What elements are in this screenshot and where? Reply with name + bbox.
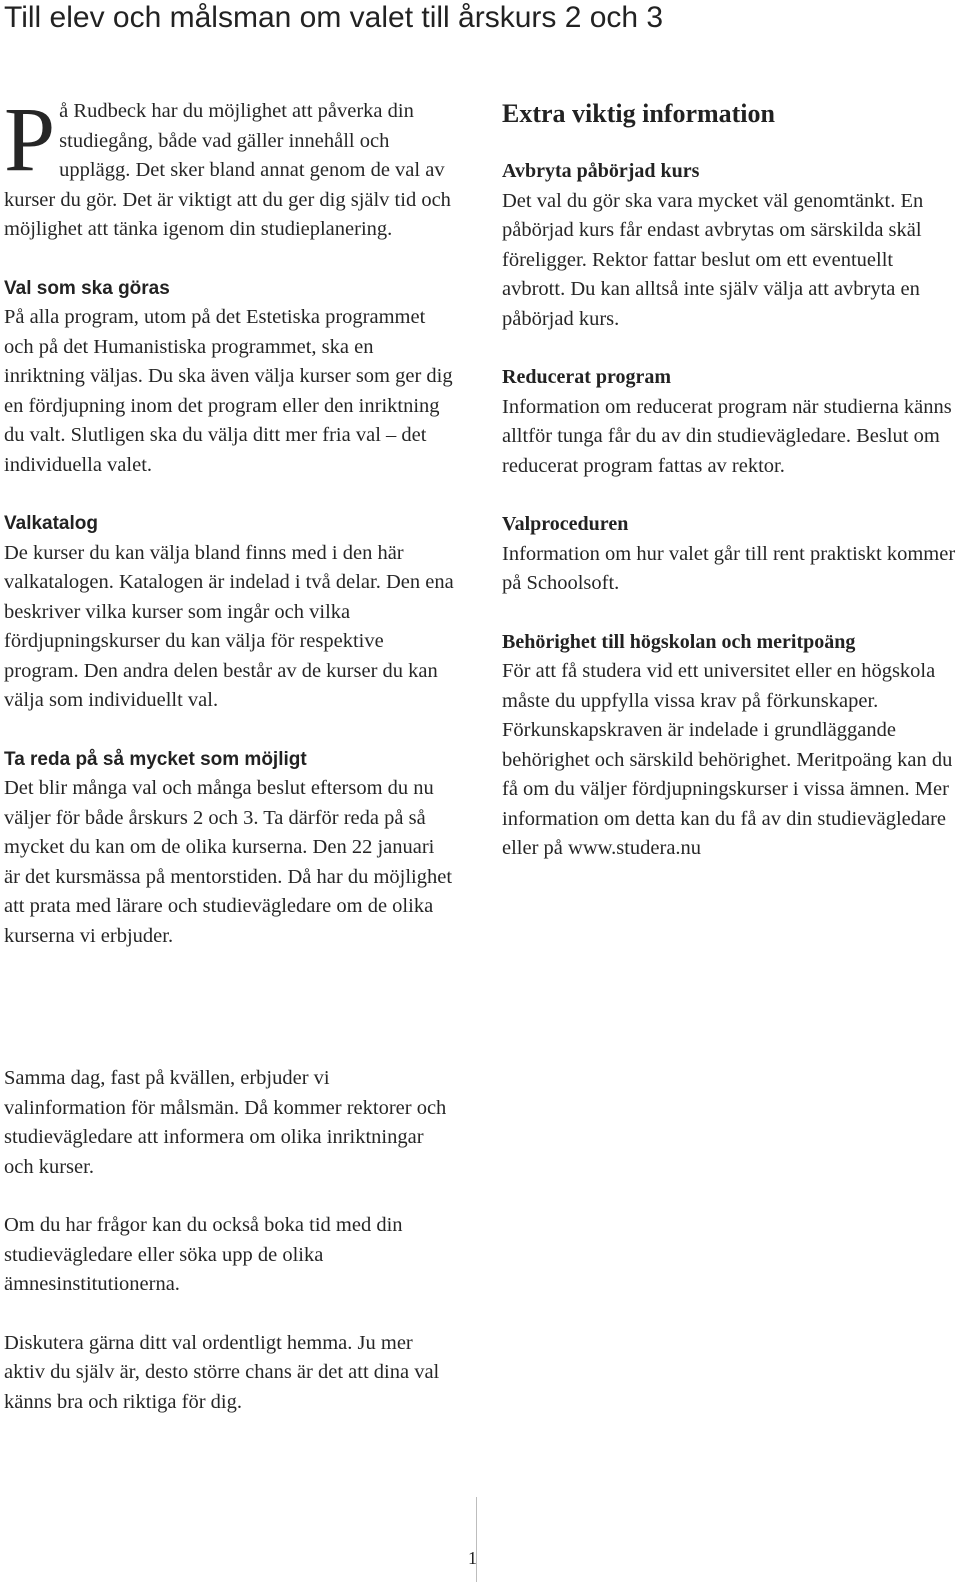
section-text-val-som-ska-goras: På alla program, utom på det Estetiska programmet och på det Humanistiska programmet, ska en inriktning väljas. Du ska även välja kurser som ger dig en fördjupning inom det program eller den inriktning du valt. Slutligen ska du välja ditt mer fria val – det individuella valet. bbox=[4, 306, 453, 476]
section-heading-avbryta-kurs: Avbryta påbörjad kurs bbox=[502, 160, 700, 182]
page-number: 1 bbox=[468, 1548, 477, 1568]
section-text-valproceduren: Information om hur valet går till rent praktiskt kommer på Schoolsoft. bbox=[502, 542, 956, 594]
section-text-valkatalog: De kurser du kan välja bland finns med i den här valkatalogen. Katalogen är indelad i två delar. Den ena beskriver vilka kurser som ingår och vilka fördjupningskurser du kan välja för respektive program. Den andra delen består av de kurser du kan välja som individuellt val. bbox=[4, 541, 454, 711]
page-divider bbox=[476, 1497, 477, 1582]
section-text-ta-reda-pa: Det blir många val och många beslut eftersom du nu väljer för både årskurs 2 och 3. Ta därför reda på så mycket du kan om de olika kurserna. Den 22 januari är det kursmässa på mentorstiden. Då har du möjlighet att prata med lärare och studievägledare om de olika kurserna vi erbjuder. bbox=[4, 777, 453, 947]
right-column bbox=[502, 97, 958, 893]
section-heading-val-som-ska-goras: Val som ska göras bbox=[4, 277, 170, 299]
intro-text: å Rudbeck har du möjlighet att påverka din studiegång, både vad gäller innehåll och upplägg. Det sker bland annat genom de val av kurser du gör. Det är viktigt att du ger dig själv tid och möjlighet att tänka igenom din studieplanering. bbox=[4, 100, 451, 240]
section-heading-reducerat-program: Reducerat program bbox=[502, 366, 672, 388]
intro-paragraph bbox=[4, 88, 454, 245]
page-title: Till elev och målsman om valet till årskurs 2 och 3 bbox=[4, 1, 664, 34]
section-heading-valproceduren: Valproceduren bbox=[502, 513, 629, 535]
left-tail-paragraphs bbox=[4, 1064, 454, 1446]
section-text-avbryta-kurs: Det val du gör ska vara mycket väl genomtänkt. En påbörjad kurs får endast avbrytas om särskilda skäl föreligger. Rektor fattar beslut om ett eventuellt avbrott. Du kan alltså inte själv välja att avbryta en påbörjad kurs. bbox=[502, 189, 924, 330]
section-heading-ta-reda-pa: Ta reda på så mycket som möjligt bbox=[4, 748, 307, 770]
left-column bbox=[4, 88, 454, 980]
section-text-behorighet: För att få studera vid ett universitet eller en högskola måste du uppfylla vissa krav på förkunskaper. Förkunskapskraven är indelade i grundläggande behörighet och särskild behörighet. Meritpoäng kan du få om du väljer fördjupningskurser i vissa ämnen. Mer information om detta kan du få av din studievägledare eller på www.studera.nu bbox=[502, 660, 953, 859]
section-heading-behorighet: Behörighet till högskolan och meritpoäng bbox=[502, 630, 856, 653]
section-text-reducerat-program: Information om reducerat program när studierna känns alltför tunga får du av din studievägledare. Beslut om reducerat program fattas av rektor. bbox=[502, 395, 952, 477]
section-heading-valkatalog: Valkatalog bbox=[4, 513, 98, 534]
info-heading: Extra viktig information bbox=[502, 99, 775, 128]
paragraph-diskutera: Diskutera gärna ditt val ordentligt hemma. Ju mer aktiv du själv är, desto större chans är det att dina val känns bra och riktiga för dig. bbox=[4, 1331, 440, 1413]
drop-cap: P bbox=[4, 88, 56, 190]
paragraph-fragor: Om du har frågor kan du också boka tid med din studievägledare eller söka upp de olika ämnesinstitutionerna. bbox=[4, 1214, 403, 1295]
paragraph-valinformation: Samma dag, fast på kvällen, erbjuder vi valinformation för målsmän. Då kommer rektorer och studievägledare att informera om olika inriktningar och kurser. bbox=[4, 1067, 447, 1178]
